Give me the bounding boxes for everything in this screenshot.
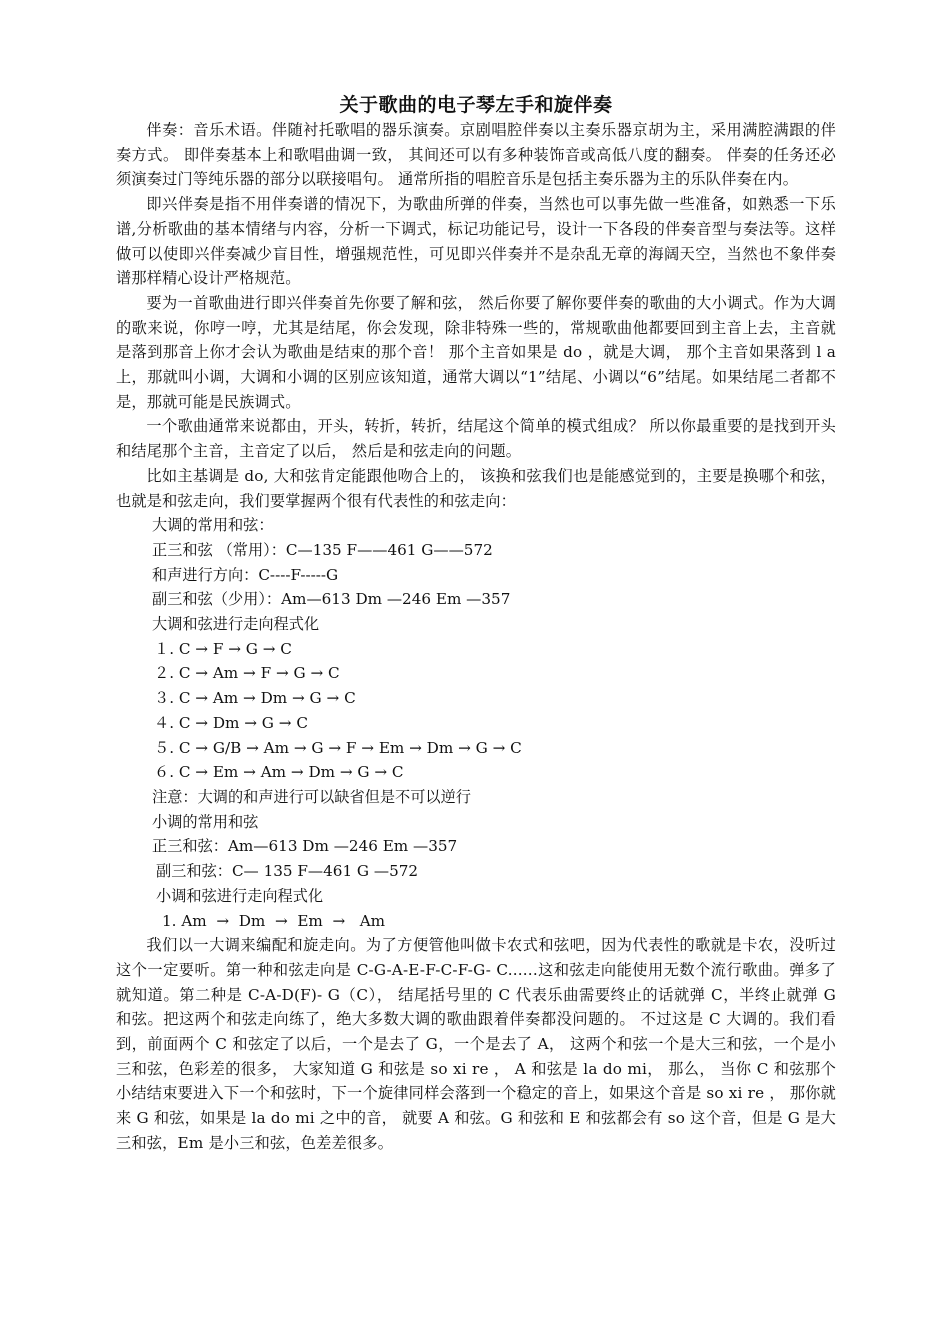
paragraph-improvised-accompaniment: 即兴伴奏是指不用伴奏谱的情况下，为歌曲所弹的伴奏，当然也可以事先做一些准备，如熟悉一下乐谱,分析歌曲的基本情绪与内容，分析一下调式，标记功能记号，设计一下各段的伴奏音型与奏法等。这样做可以使即兴伴奏减少盲目性，增强规范性，可见即兴伴奏并不是杂乱无章的海阔天空，当然也不象伴奏谱那样精心设计严格规范。 [116, 195, 836, 288]
document-page [116, 92, 836, 1156]
major-progression-item: ４. C → Dm → G → C [154, 713, 308, 732]
minor-heading: 小调的常用和弦 [152, 812, 259, 831]
paragraph-chord-direction: 比如主基调是 do, 大和弦肯定能跟他吻合上的， 该换和弦我们也是能感觉到的，主要是换哪个和弦， 也就是和弦走向，我们要掌握两个很有代表性的和弦走向： [116, 466, 836, 510]
major-progression-item: ６. C → Em → Am → Dm → G → C [154, 763, 404, 782]
major-formula-heading: 大调和弦进行走向程式化 [152, 615, 320, 634]
major-progression-item: １. C → F → G → C [154, 639, 292, 658]
major-progression-item: ５. C → G/B → Am → G → F → Em → Dm → G → C [154, 738, 522, 757]
major-key-section [116, 513, 836, 809]
paragraph-canon-progression: 我们以一大调来编配和旋走向。为了方便管他叫做卡农式和弦吧，因为代表性的歌就是卡农，没听过这个一定要听。第一种和弦走向是 C-G-A-E-F-C-F-G- C......这和弦走向能使用无数个流行歌曲。弹多了就知道。第二种是 C-A-D(F)- G（C）， 结尾括号里的 C 代表乐曲需要终止的话就弹 C，半终止就弹 G 和弦。把这两个和弦走向练了，绝大多数大调的歌曲跟着伴奏都没问题的。 不过这是 C 大调的。我们看到，前面两个 C 和弦定了以后，一个是去了 G，一个是去了 A， 这两个和弦一个是大三和弦，一个是小三和弦，色彩差的很多， 大家知道 G 和弦是 so xi re ， A 和弦是 la do mi， 那么， 当你 C 和弦那个小结结束要进入下一个和弦时，下一个旋律同样会落到一个稳定的音上，如果这个音是 so xi re ， 那你就来 G 和弦，如果是 la do mi 之中的音， 就要 A 和弦。G 和弦和 E 和弦都会有 so 这个音，但是 G 是大三和弦，Em 是小三和弦，色差差很多。 [116, 936, 836, 1152]
major-note: 注意：大调的和声进行可以缺省但是不可以逆行 [152, 787, 471, 806]
minor-progression: 1. Am → Dm → Em → Am [162, 911, 386, 930]
paragraph-chords-and-modes: 要为一首歌曲进行即兴伴奏首先你要了解和弦， 然后你要了解你要伴奏的歌曲的大小调式。作为大调的歌来说，你哼一哼，尤其是结尾，你会发现，除非特殊一些的，常规歌曲他都要回到主音上去，主音就是落到那音上你才会认为歌曲是结束的那个音！ 那个主音如果是 do ，就是大调， 那个主音如果落到 l a 上，那就叫小调，大调和小调的区别应该知道，通常大调以“1”结尾、小调以“6”结尾。如果结尾二者都不是，那就可能是民族调式。 [116, 293, 836, 411]
major-primary-triads: 正三和弦 （常用）：C—135 F——461 G——572 [152, 540, 493, 559]
minor-primary-triads: 正三和弦：Am—613 Dm —246 Em —357 [152, 837, 458, 856]
document-title: 关于歌曲的电子琴左手和旋伴奏 [339, 94, 613, 116]
minor-key-section [116, 810, 836, 934]
major-progression-item: ３. C → Am → Dm → G → C [154, 689, 356, 708]
minor-secondary-triads: 副三和弦：C— 135 F—461 G —572 [156, 862, 419, 881]
major-heading: 大调的常用和弦： [152, 516, 274, 535]
major-secondary-triads: 副三和弦（少用）：Am—613 Dm —246 Em —357 [152, 590, 511, 609]
paragraph-song-structure: 一个歌曲通常来说都由，开头，转折，转折，结尾这个简单的模式组成？ 所以你最重要的是找到开头和结尾那个主音，主音定了以后， 然后是和弦走向的问题。 [116, 417, 836, 461]
major-harmonic-direction: 和声进行方向：C----F-----G [152, 565, 339, 584]
minor-formula-heading: 小调和弦进行走向程式化 [156, 886, 324, 905]
paragraph-accompaniment-definition: 伴奏：音乐术语。伴随衬托歌唱的器乐演奏。京剧唱腔伴奏以主奏乐器京胡为主，采用满腔满跟的伴奏方式。 即伴奏基本上和歌唱曲调一致， 其间还可以有多种装饰音或高低八度的翻奏。 伴奏的任务还必须演奏过门等纯乐器的部分以联接唱句。 通常所指的唱腔音乐是包括主奏乐器为主的乐队伴奏在内。 [116, 121, 836, 189]
major-progression-item: ２. C → Am → F → G → C [154, 664, 340, 683]
